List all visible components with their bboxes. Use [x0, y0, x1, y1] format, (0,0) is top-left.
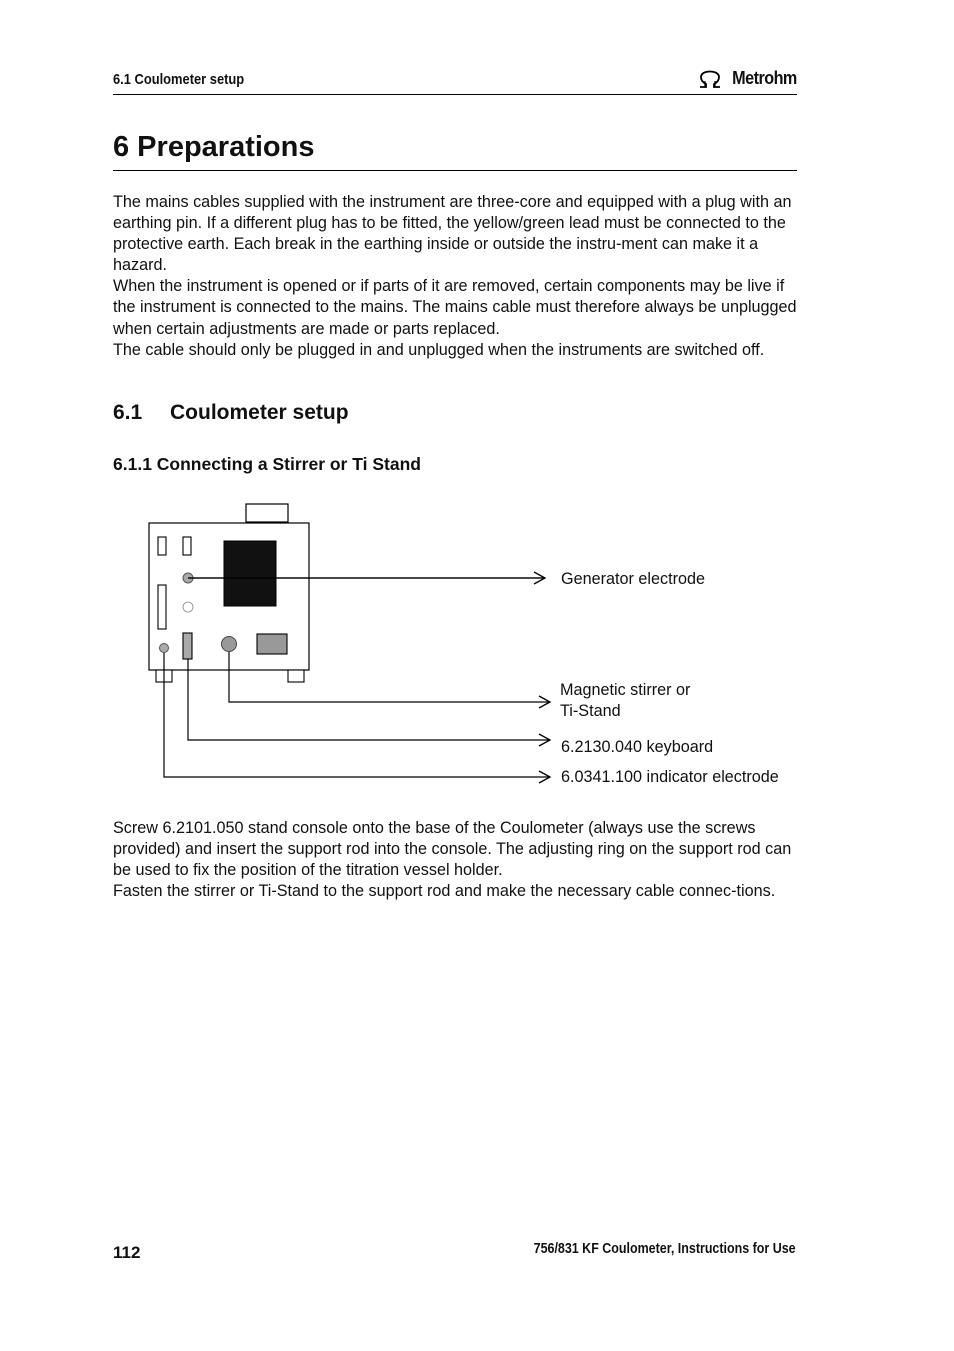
slot [158, 585, 166, 629]
instrument-rear-panel-drawing [140, 495, 820, 795]
keyboard-socket [183, 633, 192, 659]
section-number: 6.1 [113, 401, 143, 424]
instructions-paragraph: Fasten the stirrer or Ti-Stand to the support rod and make the necessary cable connec-tions. [113, 882, 776, 901]
intro-paragraph: When the instrument is opened or if parts of it are removed, certain components may be live if the instrument is connected to the mains. The mains cable must therefore always be unplugged when certain adjustments are made or parts replaced. [113, 277, 797, 338]
indicator-electrode-socket [160, 644, 169, 653]
label-ti-stand: Ti-Stand [560, 702, 621, 720]
generator-socket [224, 541, 276, 606]
instructions-paragraph: Screw 6.2101.050 stand console onto the base of the Coulometer (always use the screws provided) and insert the support rod into the console. The adjusting ring on the support rod can be used to fix the position of the titration vessel holder. [113, 819, 792, 880]
section-heading [113, 401, 349, 425]
connection-diagram [140, 495, 820, 795]
header-section-title: 6.1 Coulometer setup [113, 71, 245, 88]
mains-socket [257, 634, 287, 654]
section-title: Coulometer setup [170, 401, 349, 424]
stirrer-socket [222, 637, 237, 652]
brand [697, 68, 797, 89]
footer-document-title: 756/831 KF Coulometer, Instructions for Use [534, 1241, 796, 1257]
intro-paragraph: The cable should only be plugged in and unplugged when the instruments are switched off. [113, 340, 765, 359]
label-indicator-electrode: 6.0341.100 indicator electrode [561, 768, 779, 786]
page-number: 112 [113, 1243, 141, 1262]
top-connector [246, 504, 288, 522]
intro-paragraph: The mains cables supplied with the instrument are three-core and equipped with a plug with an earthing pin. If a different plug has to be fitted, the yellow/green lead must be connected to the protective earth. Each break in the earthing inside or outside the instru-ment can make it a hazard. [113, 193, 792, 275]
indicator-leader-line [164, 653, 550, 777]
label-magnetic-stirrer: Magnetic stirrer or [560, 681, 691, 699]
chapter-title: 6 Preparations [113, 130, 797, 171]
label-generator-electrode: Generator electrode [561, 570, 705, 588]
keyboard-leader-line [188, 659, 550, 740]
intro-text [113, 192, 803, 361]
brand-name: Metrohm [732, 68, 797, 88]
omega-logo-icon [697, 70, 723, 88]
spare-socket [183, 602, 193, 612]
instructions-text [113, 818, 803, 902]
label-keyboard: 6.2130.040 keyboard [561, 738, 714, 756]
running-header [113, 70, 797, 95]
socket [183, 537, 191, 555]
instrument-foot [288, 670, 304, 682]
socket [158, 537, 166, 555]
subsection-heading: 6.1.1 Connecting a Stirrer or Ti Stand [113, 454, 421, 474]
